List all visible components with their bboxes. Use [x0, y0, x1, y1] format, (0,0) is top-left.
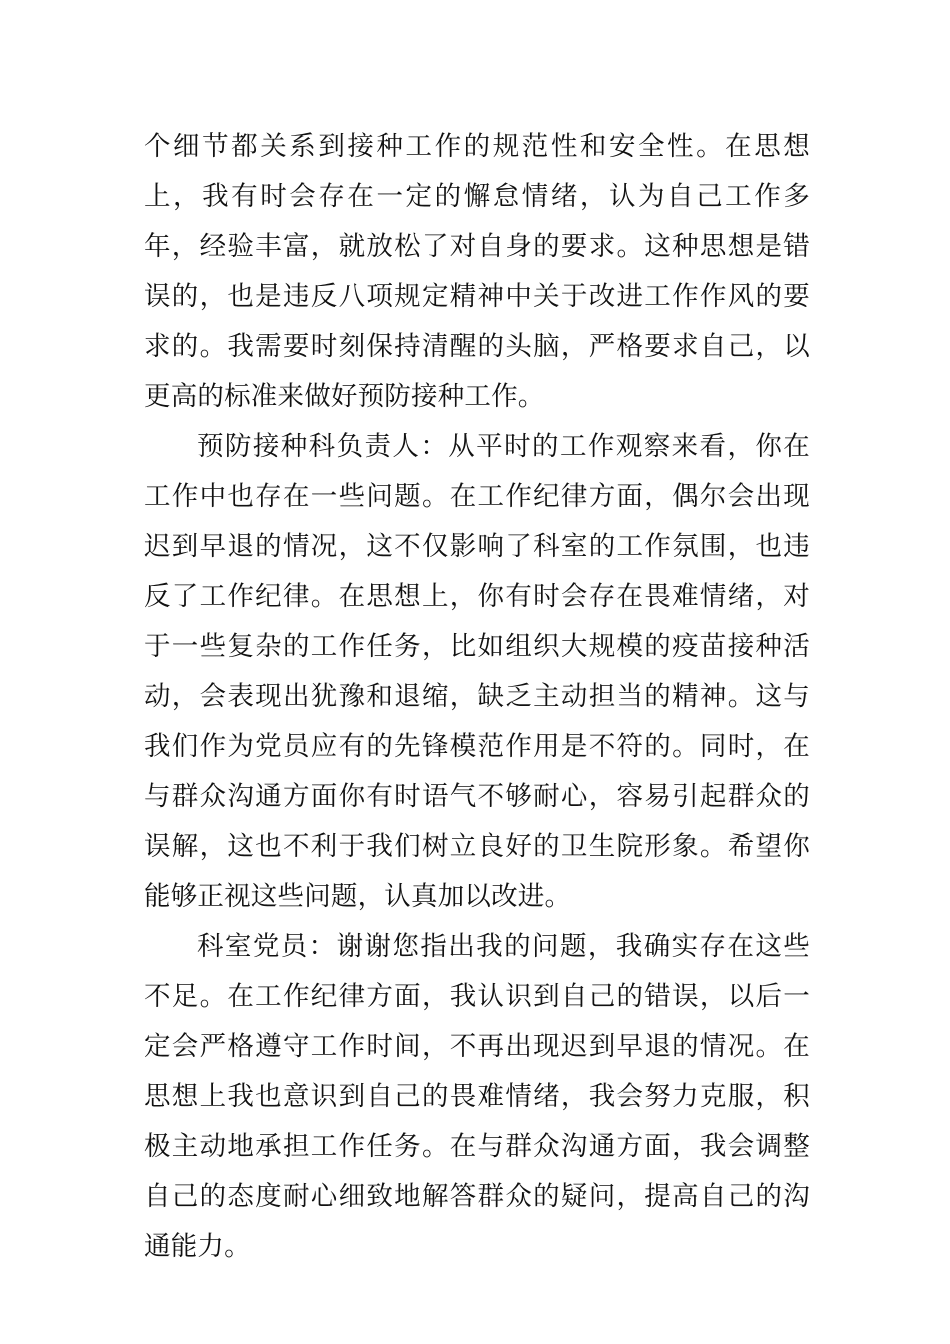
paragraph-continuation: 个细节都关系到接种工作的规范性和安全性。在思想上，我有时会存在一定的懈怠情绪，认为自己工作多年，经验丰富，就放松了对自身的要求。这种思想是错误的，也是违反八项规定精神中关于改进工作作风的要求的。我需要时刻保持清醒的头脑，严格要求自己，以更高的标准来做好预防接种工作。: [144, 131, 810, 412]
body-text: [144, 122, 810, 1272]
paragraph-supervisor-remarks: 预防接种科负责人：从平时的工作观察来看，你在工作中也存在一些问题。在工作纪律方面，偶尔会出现迟到早退的情况，这不仅影响了科室的工作氛围，也违反了工作纪律。在思想上，你有时会存在畏难情绪，对于一些复杂的工作任务，比如组织大规模的疫苗接种活动，会表现出犹豫和退缩，缺乏主动担当的精神。这与我们作为党员应有的先锋模范作用是不符的。同时，在与群众沟通方面你有时语气不够耐心，容易引起群众的误解，这也不利于我们树立良好的卫生院形象。希望你能够正视这些问题，认真加以改进。: [144, 431, 810, 912]
paragraph-member-response: 科室党员：谢谢您指出我的问题，我确实存在这些不足。在工作纪律方面，我认识到自己的错误，以后一定会严格遵守工作时间，不再出现迟到早退的情况。在思想上我也意识到自己的畏难情绪，我会努力克服，积极主动地承担工作任务。在与群众沟通方面，我会调整自己的态度耐心细致地解答群众的疑问，提高自己的沟通能力。: [144, 931, 810, 1262]
